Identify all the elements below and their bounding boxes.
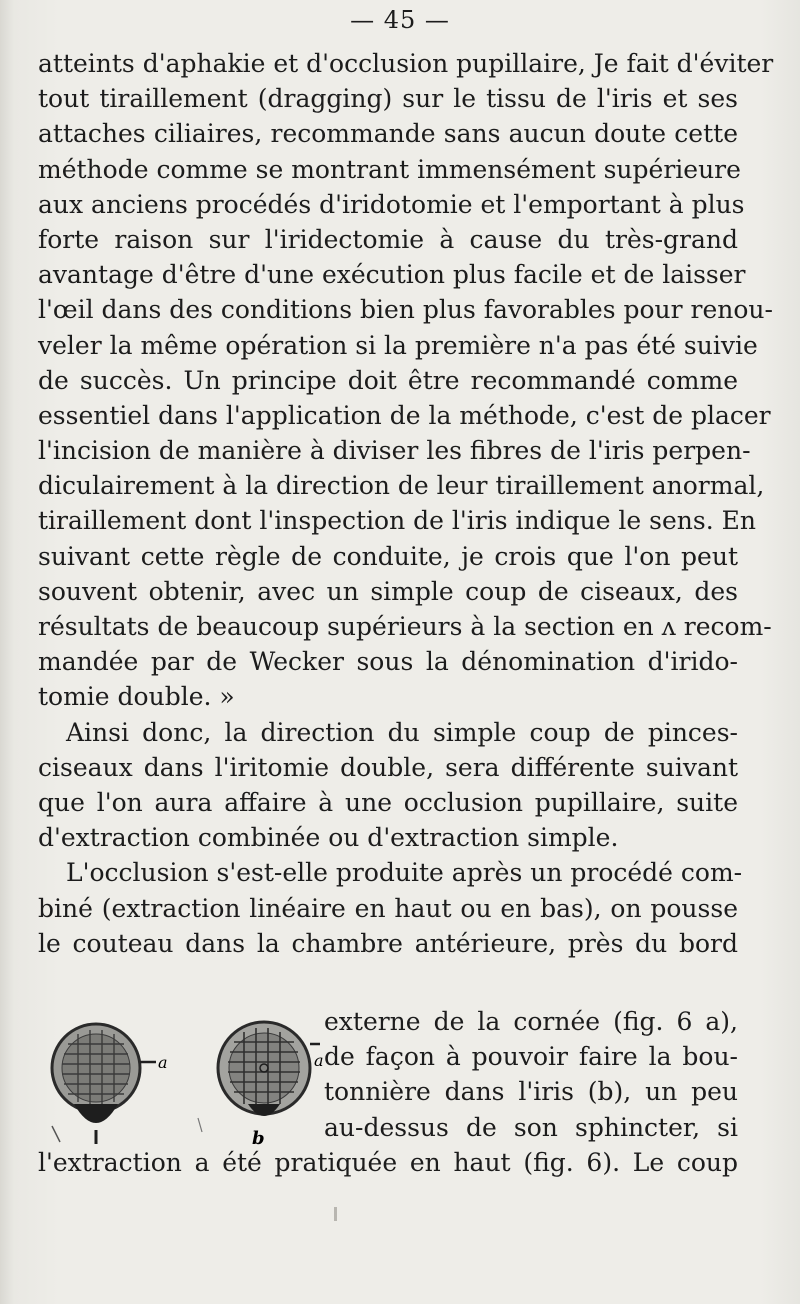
text-line: tout tiraillement (dragging) sur le tissu de l'iris et ses xyxy=(38,84,738,114)
text-line: souvent obtenir, avec un simple coup de ciseaux, des xyxy=(38,576,738,606)
text-line: que l'on aura affaire à une occlusion pupillaire, suite xyxy=(38,787,738,817)
text-line: biné (extraction linéaire en haut ou en bas), on pousse xyxy=(38,893,738,923)
text-line: tonnière dans l'iris (b), un peu xyxy=(324,1077,738,1107)
text-line: diculairement à la direction de leur tiraillement anormal, xyxy=(38,471,765,501)
text-line: L'occlusion s'est-elle produite après un procédé com- xyxy=(66,858,743,888)
text-line: d'extraction combinée ou d'extraction simple. xyxy=(38,823,619,853)
text-line: suivant cette règle de conduite, je crois que l'on peut xyxy=(38,541,738,571)
page-number: — 45 — xyxy=(350,6,450,34)
text-line: externe de la cornée (fig. 6 a), xyxy=(324,1007,738,1036)
text-line: veler la même opération si la première n'a pas été suivie xyxy=(38,330,758,360)
text-line: essentiel dans l'application de la méthode, c'est de placer xyxy=(38,400,771,430)
body-text xyxy=(38,46,774,961)
text-line: tiraillement dont l'inspection de l'iris indique le sens. En xyxy=(38,506,756,536)
text-line: ciseaux dans l'iritomie double, sera différente suivant xyxy=(38,752,738,782)
text-line: Ainsi donc, la direction du simple coup de pinces- xyxy=(66,717,738,747)
text-line: forte raison sur l'iridectomie à cause du très-grand xyxy=(38,224,738,254)
figure-side-text xyxy=(324,1004,738,1145)
text-line: de façon à pouvoir faire la bou- xyxy=(324,1042,738,1072)
left-eye-figure xyxy=(52,1024,168,1144)
right-eye-figure xyxy=(198,1022,324,1149)
label-a-left: a xyxy=(158,1053,168,1072)
text-line: mandée par de Wecker sous la dénomination d'irido- xyxy=(38,647,738,677)
page-mark xyxy=(334,1207,337,1221)
text-line: tomie double. » xyxy=(38,682,235,712)
text-line: au-dessus de son sphincter, si xyxy=(324,1112,738,1142)
text-line: attaches ciliaires, recommande sans aucun doute cette xyxy=(38,119,738,149)
iris-diagram xyxy=(38,1004,328,1149)
text-line: atteints d'aphakie et d'occlusion pupillaire, Je fait d'éviter xyxy=(38,49,774,78)
text-line: l'incision de manière à diviser les fibres de l'iris perpen- xyxy=(38,436,751,466)
label-b: b xyxy=(252,1128,265,1149)
label-a-right: a xyxy=(314,1051,324,1070)
text-line: avantage d'être d'une exécution plus facile et de laisser xyxy=(38,260,746,290)
text-line: l'extraction a été pratiquée en haut (fig. 6). Le coup xyxy=(38,1148,738,1177)
closing-text xyxy=(38,1145,738,1180)
text-line: le couteau dans la chambre antérieure, près du bord xyxy=(38,928,738,958)
text-line: l'œil dans des conditions bien plus favorables pour renou- xyxy=(38,295,773,325)
text-line: méthode comme se montrant immensément supérieure xyxy=(38,154,741,184)
text-line: de succès. Un principe doit être recommandé comme xyxy=(38,365,738,395)
text-line: aux anciens procédés d'iridotomie et l'emportant à plus xyxy=(38,189,745,219)
text-line: résultats de beaucoup supérieurs à la section en ʌ recom- xyxy=(38,612,772,641)
